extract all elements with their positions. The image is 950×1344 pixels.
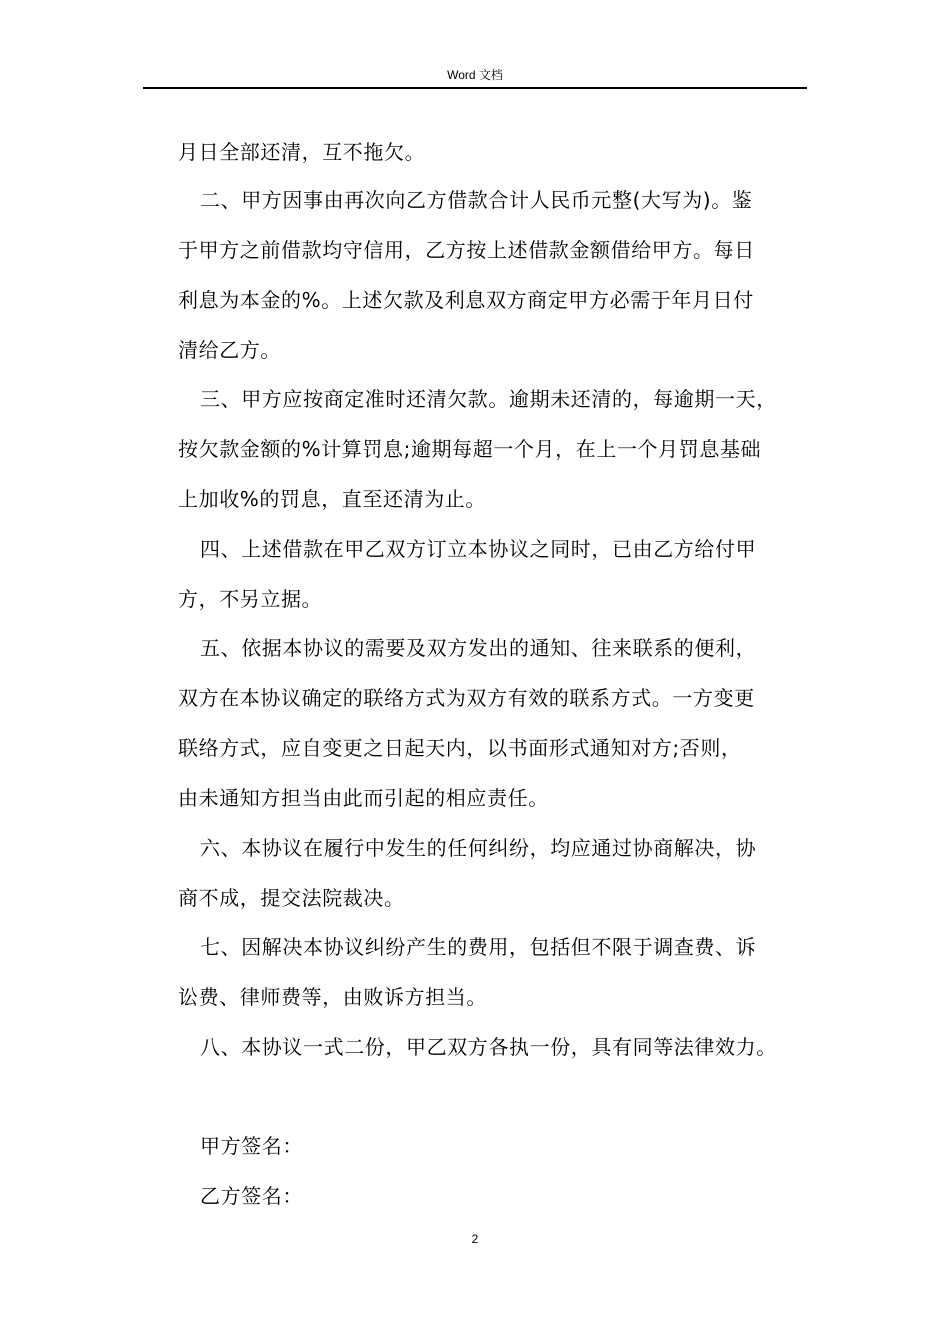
party-b-signature-label: 乙方签名： [200,1184,303,1208]
party-a-signature-label: 甲方签名： [200,1134,303,1158]
body-line: 二、甲方因事由再次向乙方借款合计人民币元整(大写为)。鉴 [200,188,753,212]
page-number: 2 [471,1232,479,1246]
body-line: 讼费、律师费等，由败诉方担当。 [178,985,487,1009]
body-line: 七、因解决本协议纠纷产生的费用，包括但不限于调查费、诉 [200,935,757,959]
body-line: 双方在本协议确定的联络方式为双方有效的联系方式。一方变更 [178,686,755,710]
body-line: 月日全部还清，互不拖欠。 [178,140,426,164]
body-line: 清给乙方。 [178,338,281,362]
body-line: 方，不另立据。 [178,587,323,611]
body-line: 六、本协议在履行中发生的任何纠纷，均应通过协商解决，协 [200,836,757,860]
header-divider [143,87,807,89]
body-line: 八、本协议一式二份，甲乙双方各执一份，具有同等法律效力。 [200,1035,777,1059]
body-line: 利息为本金的%。上述欠款及利息双方商定甲方必需于年月日付 [178,288,754,312]
body-line: 商不成，提交法院裁决。 [178,886,405,910]
body-line: 三、甲方应按商定准时还清欠款。逾期未还清的，每逾期一天， [200,387,777,411]
body-line: 上加收%的罚息，直至还清为止。 [178,487,487,511]
body-line: 五、依据本协议的需要及双方发出的通知、往来联系的便利， [200,636,757,660]
body-line: 由未通知方担当由此而引起的相应责任。 [178,786,549,810]
body-line: 按欠款金额的%计算罚息;逾期每超一个月，在上一个月罚息基础 [178,437,762,461]
body-line: 联络方式，应自变更之日起天内，以书面形式通知对方;否则， [178,736,742,760]
page-header-title: Word 文档 [447,68,503,82]
body-line: 于甲方之前借款均守信用，乙方按上述借款金额借给甲方。每日 [178,238,755,262]
body-line: 四、上述借款在甲乙双方订立本协议之同时，已由乙方给付甲 [200,537,757,561]
